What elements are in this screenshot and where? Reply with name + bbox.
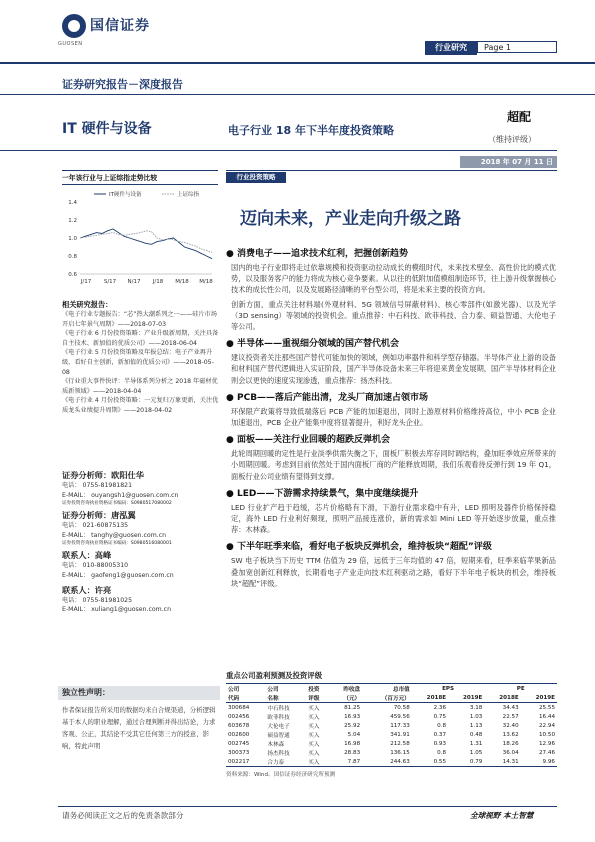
forecast-table-block [226,670,557,778]
analyst-cert: 证券投资咨询执业资格证书编码：S0980517080002 [62,501,172,507]
section-pcb [226,390,556,428]
sections [226,246,556,589]
analyst-email[interactable]: E-MAIL： xuliang1@guosen.com.cn [62,606,171,614]
analyst-email[interactable]: E-MAIL： ouyangsh1@guosen.com.cn [62,491,179,499]
x-tick-label: N/17 [127,279,141,285]
table-cell: 木林森 [267,741,285,748]
footer-right: 全球视野 本土智慧 [470,811,534,820]
table-cell: 买入 [308,732,320,739]
section-para: 创新方面，重点关注材料端(外观材料、5G 领域信号屏蔽材料)、核心零部件(如激光器)、以及光学（3D sensing）等领域的投资机会。重点推荐：中石科技、欧菲科技、合力泰、硕益智通、大伦电子等公司。 [231,299,556,332]
section-title: ● PCB——落后产能出清，龙头厂商加速占领市场 [226,392,429,403]
related-text: 《电子行业 6 月份投资策略：产业升级新周期，关注具备自主技术、新加值的优质公司》 [62,330,219,347]
table-cell: 459.56 [390,713,410,720]
table-cell: 1.31 [469,740,483,747]
th: 2018E [484,693,520,703]
section-title-text: 半导体——重视细分领域的国产替代机会 [237,339,400,350]
table-cell: 603678 [228,722,250,729]
y-tick-label: 1.4 [68,200,77,206]
table-cell: 0.75 [433,713,447,720]
analyst-cert: 证券投资咨询执业资格证书编码：S0980516080001 [62,541,172,547]
research-label: 行业研究 [425,41,477,55]
legend-label: 上证综指 [177,192,200,198]
related-title: 相关研究报告： [62,300,113,309]
page-label: Page 1 [477,41,557,53]
table-cell: 0.48 [469,731,483,738]
main-headline: 迈向未来，产业走向升级之路 [240,209,461,229]
table-cell: 10.50 [538,731,555,738]
table-cell: 中石科技 [267,705,290,712]
th: 昨收盘 [330,684,362,694]
analyst-phone: 电话： 0755-81981025 [62,596,133,604]
kind-rule [0,94,595,95]
related-date: ——2018-05-08 [62,358,214,376]
table-cell: 买入 [308,714,320,721]
th: EPS [412,684,485,694]
table-cell: 0.8 [437,749,447,756]
table-cell: 买入 [308,750,320,757]
analyst-name: 高峰 [94,550,112,561]
disclaimer-text: 作者保证报告所采用的数据均来自合规渠道，分析逻辑基于本人的职业理解，通过合理判断并得出结论，力求客观、公正，其结论不受其它任何第三方的授意、影响，特此声明 [62,706,216,750]
section-outlook [226,539,556,589]
th: 投资 [306,684,330,694]
y-tick-label: 0.8 [68,254,77,260]
section-consumer [226,246,556,332]
table-row [226,730,557,739]
table-cell: 欧菲科技 [267,714,290,721]
table-cell: 1.03 [469,713,483,720]
table-cell: 16.98 [344,740,361,747]
section-para: SW 电子板块当下历史 TTM 估值为 29 倍，远低于三年均值的 47 倍，短期来看，旺季来临苹果新品叠加宽创新红利释放，长期看电子产业走向技术红利驱动之路，看好下半年电子板块的机会，维持板块“超配”评级。 [231,556,556,588]
section-para: 建议投资者关注那些国产替代可能加快的领域，例如功率器件和科学型存储器。半导体产业上游的设备和材料国产替代逻辑进入实证阶段，国产半导体设备未来三年将迎来黄金发展期，国产半导体材料企业则会以更快的速度实现渗透，重点推荐：扬杰科技。 [231,353,556,385]
table-cell: 136.15 [390,749,410,756]
table-cell: 16.93 [344,713,361,720]
x-tick-label: S/17 [103,279,117,285]
analyst-email[interactable]: E-MAIL： tanghy@guosen.com.cn [62,531,167,539]
table-cell: 27.46 [538,749,555,756]
x-tick-label: J/17 [80,279,92,285]
series-line [80,229,212,259]
table-cell: 81.25 [344,704,361,711]
section-title-text: 消费电子——追求技术红利，把握创新趋势 [237,249,409,259]
table-cell: 28.83 [344,749,361,756]
analyst-block [62,585,222,615]
table-row [226,757,557,767]
report-title: 电子行业 18 年下半年度投资策略 [228,124,394,137]
table-cell: 244.63 [362,757,412,767]
related-item[interactable] [62,329,220,348]
x-tick-label: M/18 [199,279,213,285]
th: PE [484,684,557,694]
analyst-name: 唐泓翼 [111,510,136,521]
related-text: 《电子行业专题报告：“芯”热大潮系列之一——硅片市场开启七年景气周期》 [62,311,217,328]
analyst-block [62,470,222,507]
table-cell: 7.87 [330,757,362,767]
th: （百万元） [362,693,412,703]
table-cell: 1.05 [469,749,483,756]
y-tick-label: 1.0 [68,236,77,242]
analyst-role: 证券分析师： [62,470,112,480]
rating: 超配 [507,110,532,124]
table-cell: 13.62 [502,731,519,738]
analyst-role: 联系人： [62,550,95,561]
related-item[interactable] [62,377,220,396]
table-cell: 买入 [308,705,320,712]
related-text: 《行业重大事件快评：半导体系列分析之 2018 年磁材优质新领域》 [62,378,218,395]
footer-rule [58,806,557,807]
table-cell: 70.58 [393,704,410,711]
table-cell: 买入 [308,723,320,730]
analyst-phone: 电话： 010-88005310 [62,562,129,570]
th: 2019E [521,693,557,703]
table-cell: 9.96 [521,757,557,767]
company-sub: GUOSEN [58,41,83,47]
th: 2018E [412,693,448,703]
table-cell: 硕益智通 [267,732,290,739]
table-row [226,721,557,730]
section-title: ● 下半年旺季来临，看好电子板块反弹机会，维持板块“超配”评级 [226,542,492,553]
table-cell: 1.13 [469,722,483,729]
report-kind: 证券研究报告－深度报告 [62,78,183,91]
trend-chart [58,186,220,296]
company-name: 国信证券 [90,18,150,34]
section-panel [226,432,556,482]
section-title: ● 消费电子——追求技术红利，把握创新趋势 [226,249,409,259]
section-para: 环保限产政策将导致低端落后 PCB 产能的加速退出，同时上游原材料价格维持高位，中小 PCB 企业加速退出，PCB 企业产能集中度将显著提升，利好龙头企业。 [231,406,556,428]
analyst-name: 欧阳仕华 [111,470,144,480]
section-semiconductor [226,336,556,386]
related-item[interactable] [62,396,220,415]
section-title-text: 下半年旺季来临，看好电子板块反弹机会，维持板块“超配”评级 [237,542,492,553]
th: 总市值 [362,684,412,694]
analyst-role: 联系人： [62,584,95,595]
table-title: 重点公司盈利预测及投资评级 [226,671,323,680]
table-cell: 14.31 [484,757,520,767]
th: 公司 [226,684,265,694]
table-cell: 扬杰科技 [267,750,290,757]
footer-left: 请务必阅读正文之后的免责条款部分 [62,811,184,820]
related-date: ——2018-04-04 [92,387,142,395]
table-row [226,748,557,757]
section-title: ● 面板——关注行业回暖的超跌反弹机会 [226,435,391,446]
table-cell: 002456 [228,713,250,720]
table-cell: 117.33 [390,722,410,729]
table-cell: 0.55 [412,757,448,767]
related-date: ——2018-06-04 [148,339,197,347]
table-row [226,712,557,721]
related-item[interactable] [62,348,220,377]
analyst-name: 许亮 [94,584,112,595]
main-tag: 行业投资策略 [226,172,286,183]
section-title-text: PCB——落后产能出清，龙头厂商加速占领市场 [237,392,429,403]
section-led [226,486,556,536]
section-title: ● LED——下游需求持续景气，集中度继续提升 [226,488,419,499]
analyst-phone: 电话： 0755-81981821 [62,482,133,489]
sidebar-rule [62,170,218,171]
related-list [62,310,220,416]
y-tick-label: 1.2 [68,218,77,224]
industry-name: IT 硬件与设备 [62,121,152,137]
forecast-table [226,683,557,767]
table-cell: 3.18 [469,704,483,711]
analyst-email[interactable]: E-MAIL： gaofeng1@guosen.com.cn [62,571,174,579]
table-cell: 大伦电子 [267,723,290,730]
sidebar-chart-title: 一年该行业与上证综指走势比较 [62,174,158,182]
table-cell: 买入 [308,741,320,748]
analyst-block [62,510,222,547]
y-tick-label: 0.6 [68,272,77,278]
company-logo-icon [62,14,86,38]
table-cell: 25.55 [538,704,555,711]
table-cell: 341.91 [390,731,410,738]
analyst-block [62,550,222,580]
table-cell: 34.43 [502,704,519,711]
table-cell: 16.44 [538,713,555,720]
title-rule [0,150,557,151]
table-cell: 0.79 [448,757,484,767]
table-cell: 12.96 [538,740,555,747]
table-cell: 212.58 [390,740,410,747]
table-cell: 2.36 [433,704,447,711]
rating-note: （维持评级） [488,135,536,144]
table-cell: 300684 [228,704,250,711]
section-title: ● 半导体——重视细分领域的国产替代机会 [226,339,400,350]
section-para: LED 行业扩产趋于趋缓，芯片价格略有下滑，下游行业需求稳中有升，LED 照明及器件价格保持稳定，海外 LED 行业利好频现，照明产品接连涨价，新的需求如 Mini LED 等开始逐步放量，重点推荐：木林森。 [231,502,556,535]
analyst-role: 证券分析师： [62,510,112,521]
section-para: 此轮周期回暖的定性是行业淡季供需失衡之下，面板厂积极去库存同时调结构，叠加旺季效应所带来的小周期回暖。考虑到目前依然处于国内面板厂商的产能释放周期，我们乐观看待反弹行到 19 年 Q1，面板行业公司业绩有望得到支撑。 [231,449,556,481]
related-item[interactable] [62,310,220,329]
table-cell: 300373 [228,749,250,756]
table-cell: 32.40 [502,722,519,729]
table-cell: 18.26 [502,740,519,747]
table-cell: 5.04 [347,731,361,738]
table-cell: 002217 [226,757,265,767]
th: 评级 [306,693,330,703]
th: 名称 [265,693,306,703]
table-cell: 36.04 [502,749,519,756]
related-text: 《电子行业 5 月份投资策略及年报总结：电子产业再升级，看好自主创新，新加值的优质公司》 [62,349,213,366]
section-para: 国内的电子行业即将走过依靠规模和投资驱动拉动成长的模组时代，未来技术壁垒、高性价比的模式优势，以及服务客户的能力将成为核心竞争要素。从以往的低附加值模组制造环节，往上游升级掌握核心技术的成长性公司，以及发展路径清晰的平台型公司，将是未来主要的投资方向。 [231,263,556,295]
analyst-list [62,470,222,615]
table-cell: 0.93 [433,740,447,747]
table-cell: 买入 [306,757,330,767]
table-cell: 0.37 [433,731,447,738]
table-cell: 002745 [228,740,250,747]
main-rule [226,170,557,171]
table-header-row [226,693,557,703]
related-date: ——2018-04-02 [123,406,173,414]
related-text: 《电子行业 4 月份投资策略：一元复归万象更新，关注优质龙头业绩提升周期》 [62,397,219,414]
header-rule [0,62,595,64]
legend-label: IT硬件与设备 [109,192,142,198]
analyst-phone: 电话： 021-60875135 [62,522,129,530]
x-tick-label: J/18 [152,279,164,285]
th: 代码 [226,693,265,703]
th: （元） [330,693,362,703]
x-tick-label: M/18 [175,279,189,285]
section-title-text: LED——下游需求持续景气，集中度继续提升 [237,488,419,499]
related-date: ——2018-07-03 [117,320,167,328]
table-cell: 合力泰 [265,757,306,767]
table-row [226,739,557,748]
table-cell: 002600 [228,731,250,738]
report-date: 2018 年 07 月 11 日 [460,156,557,168]
sidebar-rule-2 [62,184,218,185]
th: 2019E [448,693,484,703]
table-row [226,703,557,713]
th: 公司 [265,684,306,694]
disclaimer-title: 独立性声明： [58,686,220,700]
table-header-row [226,684,557,694]
table-cell: 22.57 [502,713,519,720]
section-title-text: 面板——关注行业回暖的超跌反弹机会 [237,435,391,446]
table-cell: 22.94 [538,722,555,729]
table-source: 资料来源：Wind、国信证券经济研究所预测 [226,772,336,778]
table-cell: 25.92 [344,722,361,729]
table-cell: 0.8 [437,722,447,729]
